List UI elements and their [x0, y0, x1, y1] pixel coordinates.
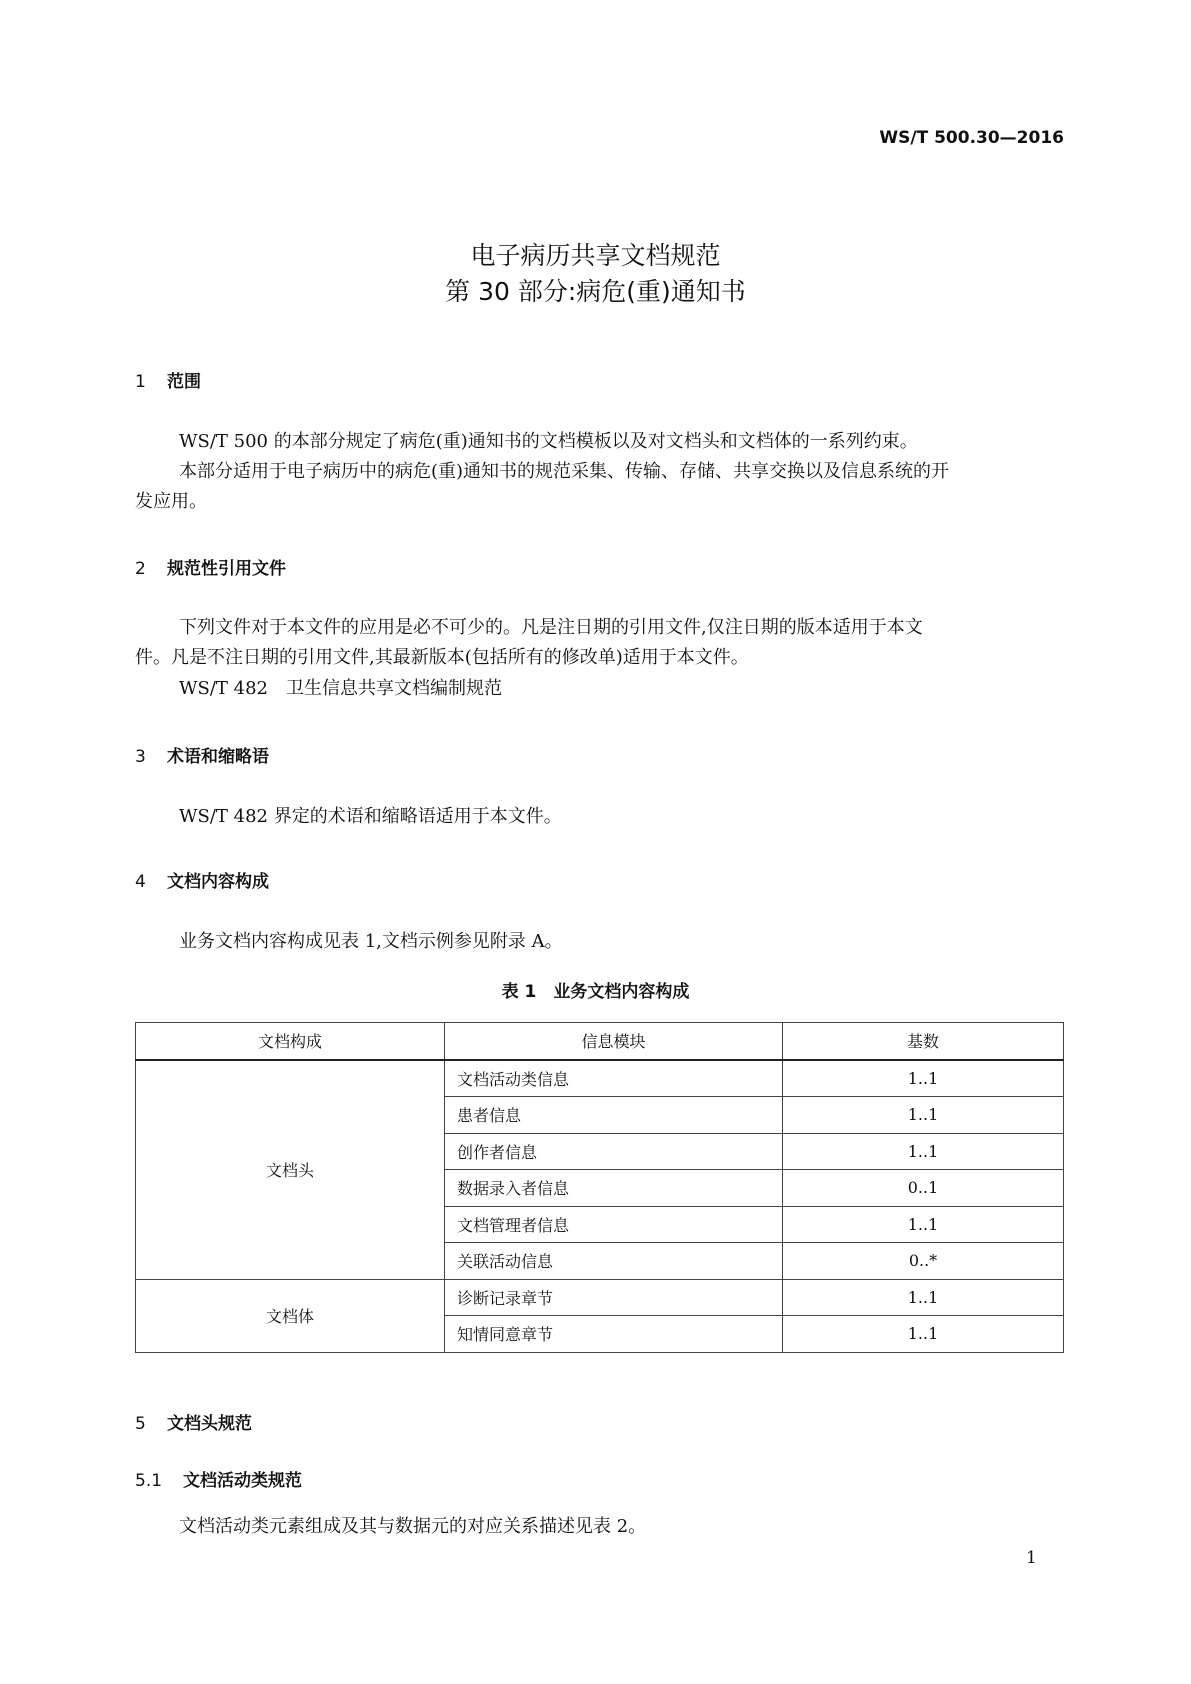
- reference-item: WS/T 482 卫生信息共享文档编制规范: [179, 678, 502, 699]
- column-header: 文档构成: [136, 1023, 445, 1060]
- paragraph: 下列文件对于本文件的应用是必不可少的。凡是注日期的引用文件,仅注日期的版本适用于本文: [179, 617, 923, 638]
- column-header: 基数: [783, 1023, 1064, 1060]
- standard-number: WS/T 500.30—2016: [879, 128, 1064, 148]
- cardinality-cell: 0..*: [783, 1243, 1064, 1280]
- cardinality-cell: 0..1: [783, 1170, 1064, 1207]
- table-caption: 表 1 业务文档内容构成: [501, 982, 690, 1002]
- cardinality-cell: 1..1: [783, 1206, 1064, 1243]
- group-cell: 文档体: [136, 1279, 445, 1352]
- cardinality-cell: 1..1: [783, 1097, 1064, 1134]
- cardinality-cell: 1..1: [783, 1060, 1064, 1097]
- cardinality-cell: 1..1: [783, 1316, 1064, 1353]
- module-cell: 知情同意章节: [445, 1316, 783, 1353]
- paragraph: 文档活动类元素组成及其与数据元的对应关系描述见表 2。: [179, 1516, 647, 1537]
- table-row: [136, 1060, 1064, 1097]
- table-row: [136, 1279, 1064, 1316]
- cardinality-cell: 1..1: [783, 1279, 1064, 1316]
- page-number: 1: [1026, 1548, 1037, 1568]
- cardinality-cell: 1..1: [783, 1133, 1064, 1170]
- document-title: 电子病历共享文档规范: [470, 241, 721, 270]
- section-heading-5-1: 5.1 文档活动类规范: [135, 1471, 302, 1491]
- content-table: [135, 1022, 1064, 1353]
- section-heading-4: 4 文档内容构成: [135, 872, 269, 892]
- module-cell: 文档管理者信息: [445, 1206, 783, 1243]
- table-header-row: [136, 1023, 1064, 1060]
- module-cell: 关联活动信息: [445, 1243, 783, 1280]
- paragraph: WS/T 482 界定的术语和缩略语适用于本文件。: [179, 806, 562, 827]
- module-cell: 患者信息: [445, 1097, 783, 1134]
- section-heading-5: 5 文档头规范: [135, 1414, 252, 1434]
- module-cell: 创作者信息: [445, 1133, 783, 1170]
- module-cell: 数据录入者信息: [445, 1170, 783, 1207]
- paragraph: 发应用。: [135, 491, 207, 512]
- module-cell: 文档活动类信息: [445, 1060, 783, 1097]
- module-cell: 诊断记录章节: [445, 1279, 783, 1316]
- group-cell: 文档头: [136, 1060, 445, 1280]
- paragraph: 本部分适用于电子病历中的病危(重)通知书的规范采集、传输、存储、共享交换以及信息系统的开: [179, 461, 950, 482]
- section-heading-1: 1 范围: [135, 372, 201, 392]
- section-heading-3: 3 术语和缩略语: [135, 747, 269, 767]
- paragraph: 业务文档内容构成见表 1,文档示例参见附录 A。: [179, 931, 563, 952]
- paragraph: 件。凡是不注日期的引用文件,其最新版本(包括所有的修改单)适用于本文件。: [135, 647, 749, 668]
- document-subtitle: 第 30 部分:病危(重)通知书: [445, 277, 746, 306]
- column-header: 信息模块: [445, 1023, 783, 1060]
- paragraph: WS/T 500 的本部分规定了病危(重)通知书的文档模板以及对文档头和文档体的一系列约束。: [179, 431, 918, 452]
- section-heading-2: 2 规范性引用文件: [135, 559, 286, 579]
